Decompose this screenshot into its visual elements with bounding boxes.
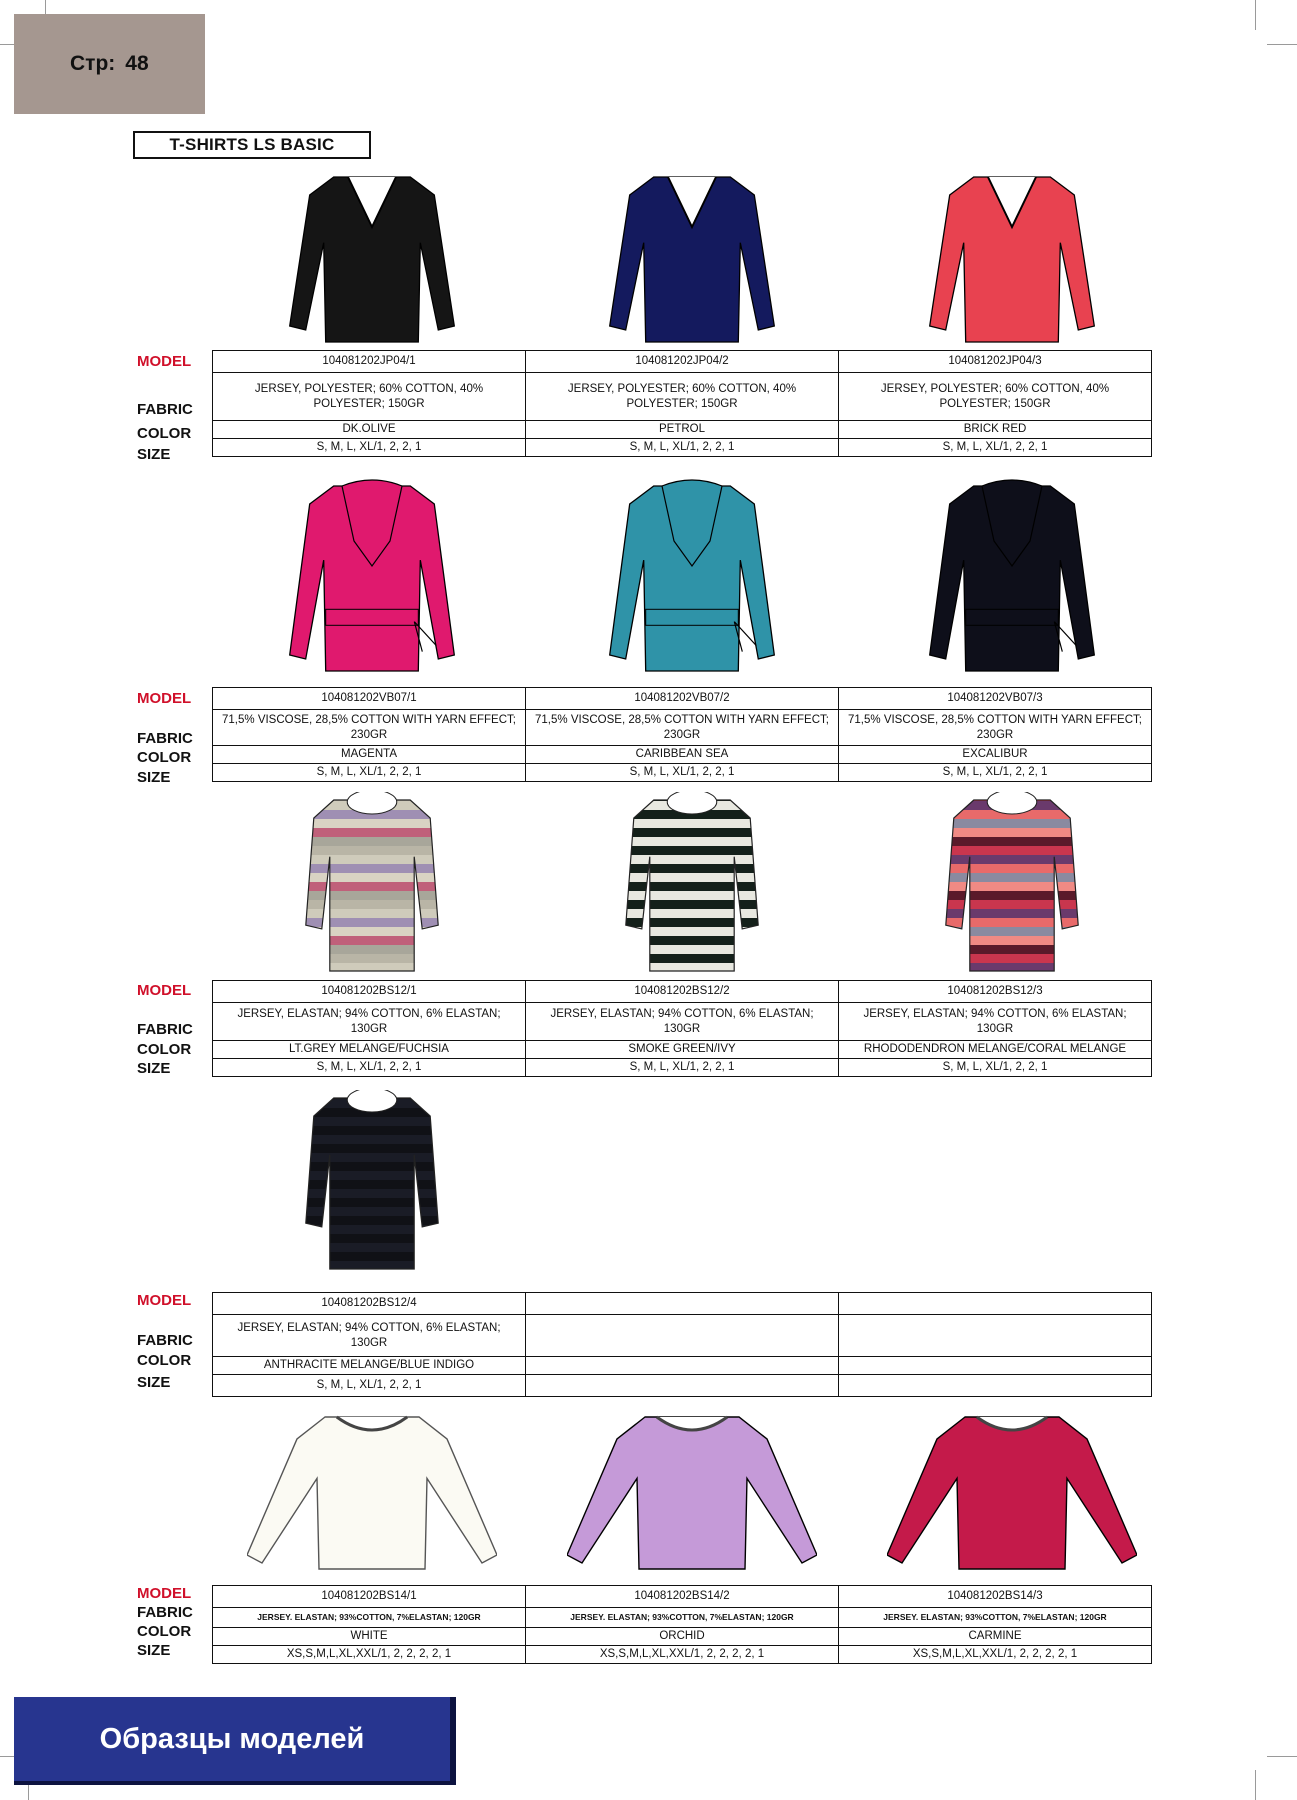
product-image-row bbox=[212, 1407, 1172, 1577]
crop-mark bbox=[1267, 1756, 1297, 1757]
garment-image bbox=[907, 165, 1117, 350]
color-cell bbox=[839, 1357, 1152, 1375]
crop-mark bbox=[1255, 0, 1256, 30]
size-cell: S, M, L, XL/1, 2, 2, 1 bbox=[839, 764, 1152, 782]
spec-table bbox=[212, 980, 1152, 1077]
garment-image bbox=[287, 1090, 457, 1275]
footer-label: Образцы моделей bbox=[99, 1722, 365, 1755]
size-cell: S, M, L, XL/1, 2, 2, 1 bbox=[526, 439, 839, 457]
fabric-cell: JERSEY. ELASTAN; 93%COTTON, 7%ELASTAN; 120GR bbox=[839, 1608, 1152, 1628]
garment-image bbox=[287, 792, 457, 977]
size-cell: XS,S,M,L,XL,XXL/1, 2, 2, 2, 2, 1 bbox=[526, 1646, 839, 1664]
fabric-cell: JERSEY, ELASTAN; 94% COTTON, 6% ELASTAN; 130GR bbox=[213, 1315, 526, 1357]
spec-table bbox=[212, 1585, 1152, 1664]
page-number: 48 bbox=[125, 52, 149, 75]
model-cell: 104081202BS12/1 bbox=[213, 981, 526, 1003]
color-cell: MAGENTA bbox=[213, 746, 526, 764]
model-label: MODEL bbox=[137, 690, 192, 707]
section-title: T-SHIRTS LS BASIC bbox=[133, 131, 371, 159]
fabric-cell bbox=[839, 1315, 1152, 1357]
page-label: Стр: bbox=[70, 52, 116, 75]
size-cell: S, M, L, XL/1, 2, 2, 1 bbox=[213, 764, 526, 782]
garment-image bbox=[607, 792, 777, 977]
model-label: MODEL bbox=[137, 1585, 192, 1602]
garment-image bbox=[907, 474, 1117, 679]
size-cell: XS,S,M,L,XL,XXL/1, 2, 2, 2, 2, 1 bbox=[213, 1646, 526, 1664]
garment-image bbox=[887, 1407, 1137, 1577]
color-cell: RHODODENDRON MELANGE/CORAL MELANGE bbox=[839, 1041, 1152, 1059]
fabric-cell: 71,5% VISCOSE, 28,5% COTTON WITH YARN EFFECT; 230GR bbox=[839, 710, 1152, 746]
garment-image bbox=[567, 1407, 817, 1577]
color-cell: LT.GREY MELANGE/FUCHSIA bbox=[213, 1041, 526, 1059]
product-image-row bbox=[212, 792, 1172, 977]
fabric-cell: JERSEY, ELASTAN; 94% COTTON, 6% ELASTAN; 130GR bbox=[839, 1003, 1152, 1041]
fabric-cell: 71,5% VISCOSE, 28,5% COTTON WITH YARN EFFECT; 230GR bbox=[526, 710, 839, 746]
fabric-cell: JERSEY. ELASTAN; 93%COTTON, 7%ELASTAN; 120GR bbox=[213, 1608, 526, 1628]
size-label: SIZE bbox=[137, 769, 171, 786]
spec-table bbox=[212, 350, 1152, 457]
size-cell: S, M, L, XL/1, 2, 2, 1 bbox=[213, 1059, 526, 1077]
size-cell: S, M, L, XL/1, 2, 2, 1 bbox=[213, 1375, 526, 1397]
color-cell: SMOKE GREEN/IVY bbox=[526, 1041, 839, 1059]
product-image-row bbox=[212, 165, 1172, 350]
model-cell: 104081202BS12/3 bbox=[839, 981, 1152, 1003]
fabric-cell: JERSEY, ELASTAN; 94% COTTON, 6% ELASTAN; 130GR bbox=[213, 1003, 526, 1041]
garment-image bbox=[247, 1407, 497, 1577]
color-cell bbox=[526, 1357, 839, 1375]
size-cell: S, M, L, XL/1, 2, 2, 1 bbox=[526, 1059, 839, 1077]
fabric-cell bbox=[526, 1315, 839, 1357]
footer-banner bbox=[14, 1697, 456, 1785]
model-cell: 104081202BS14/3 bbox=[839, 1586, 1152, 1608]
color-label: COLOR bbox=[137, 749, 192, 766]
size-label: SIZE bbox=[137, 1642, 171, 1659]
garment-image bbox=[267, 165, 477, 350]
fabric-cell: 71,5% VISCOSE, 28,5% COTTON WITH YARN EFFECT; 230GR bbox=[213, 710, 526, 746]
model-label: MODEL bbox=[137, 1292, 192, 1309]
size-cell: S, M, L, XL/1, 2, 2, 1 bbox=[839, 1059, 1152, 1077]
spec-table bbox=[212, 687, 1152, 782]
product-image-row bbox=[212, 1090, 1172, 1275]
size-cell: S, M, L, XL/1, 2, 2, 1 bbox=[526, 764, 839, 782]
fabric-label: FABRIC bbox=[137, 1021, 193, 1038]
color-cell: CARIBBEAN SEA bbox=[526, 746, 839, 764]
spec-table bbox=[212, 1292, 1152, 1397]
model-label: MODEL bbox=[137, 982, 192, 999]
model-cell: 104081202VB07/2 bbox=[526, 688, 839, 710]
fabric-cell: JERSEY. ELASTAN; 93%COTTON, 7%ELASTAN; 120GR bbox=[526, 1608, 839, 1628]
size-cell bbox=[526, 1375, 839, 1397]
garment-image bbox=[587, 165, 797, 350]
color-cell: ORCHID bbox=[526, 1628, 839, 1646]
model-cell bbox=[526, 1293, 839, 1315]
fabric-cell: JERSEY, POLYESTER; 60% COTTON, 40% POLYESTER; 150GR bbox=[526, 373, 839, 421]
color-cell: PETROL bbox=[526, 421, 839, 439]
fabric-label: FABRIC bbox=[137, 401, 193, 418]
color-label: COLOR bbox=[137, 1041, 192, 1058]
size-label: SIZE bbox=[137, 1374, 171, 1391]
garment-image bbox=[267, 474, 477, 679]
color-cell: BRICK RED bbox=[839, 421, 1152, 439]
model-cell: 104081202BS12/2 bbox=[526, 981, 839, 1003]
model-cell bbox=[839, 1293, 1152, 1315]
model-cell: 104081202VB07/1 bbox=[213, 688, 526, 710]
fabric-label: FABRIC bbox=[137, 1604, 193, 1621]
fabric-cell: JERSEY, POLYESTER; 60% COTTON, 40% POLYESTER; 150GR bbox=[839, 373, 1152, 421]
color-cell: WHITE bbox=[213, 1628, 526, 1646]
size-label: SIZE bbox=[137, 1060, 171, 1077]
fabric-label: FABRIC bbox=[137, 1332, 193, 1349]
fabric-label: FABRIC bbox=[137, 730, 193, 747]
model-cell: 104081202BS14/2 bbox=[526, 1586, 839, 1608]
color-cell: EXCALIBUR bbox=[839, 746, 1152, 764]
color-label: COLOR bbox=[137, 1623, 192, 1640]
product-image-row bbox=[212, 474, 1172, 679]
model-cell: 104081202BS14/1 bbox=[213, 1586, 526, 1608]
model-cell: 104081202JP04/2 bbox=[526, 351, 839, 373]
size-cell bbox=[839, 1375, 1152, 1397]
fabric-cell: JERSEY, ELASTAN; 94% COTTON, 6% ELASTAN; 130GR bbox=[526, 1003, 839, 1041]
color-cell: DK.OLIVE bbox=[213, 421, 526, 439]
color-cell: CARMINE bbox=[839, 1628, 1152, 1646]
fabric-cell: JERSEY, POLYESTER; 60% COTTON, 40% POLYESTER; 150GR bbox=[213, 373, 526, 421]
crop-mark bbox=[1267, 44, 1297, 45]
color-cell: ANTHRACITE MELANGE/BLUE INDIGO bbox=[213, 1357, 526, 1375]
color-label: COLOR bbox=[137, 425, 192, 442]
model-cell: 104081202JP04/1 bbox=[213, 351, 526, 373]
size-cell: S, M, L, XL/1, 2, 2, 1 bbox=[213, 439, 526, 457]
color-label: COLOR bbox=[137, 1352, 192, 1369]
garment-image bbox=[587, 474, 797, 679]
model-cell: 104081202VB07/3 bbox=[839, 688, 1152, 710]
model-label: MODEL bbox=[137, 353, 192, 370]
model-cell: 104081202BS12/4 bbox=[213, 1293, 526, 1315]
size-label: SIZE bbox=[137, 446, 171, 463]
size-cell: XS,S,M,L,XL,XXL/1, 2, 2, 2, 2, 1 bbox=[839, 1646, 1152, 1664]
model-cell: 104081202JP04/3 bbox=[839, 351, 1152, 373]
garment-image bbox=[927, 792, 1097, 977]
size-cell: S, M, L, XL/1, 2, 2, 1 bbox=[839, 439, 1152, 457]
page-number-badge bbox=[14, 14, 205, 114]
crop-mark bbox=[1255, 1770, 1256, 1800]
